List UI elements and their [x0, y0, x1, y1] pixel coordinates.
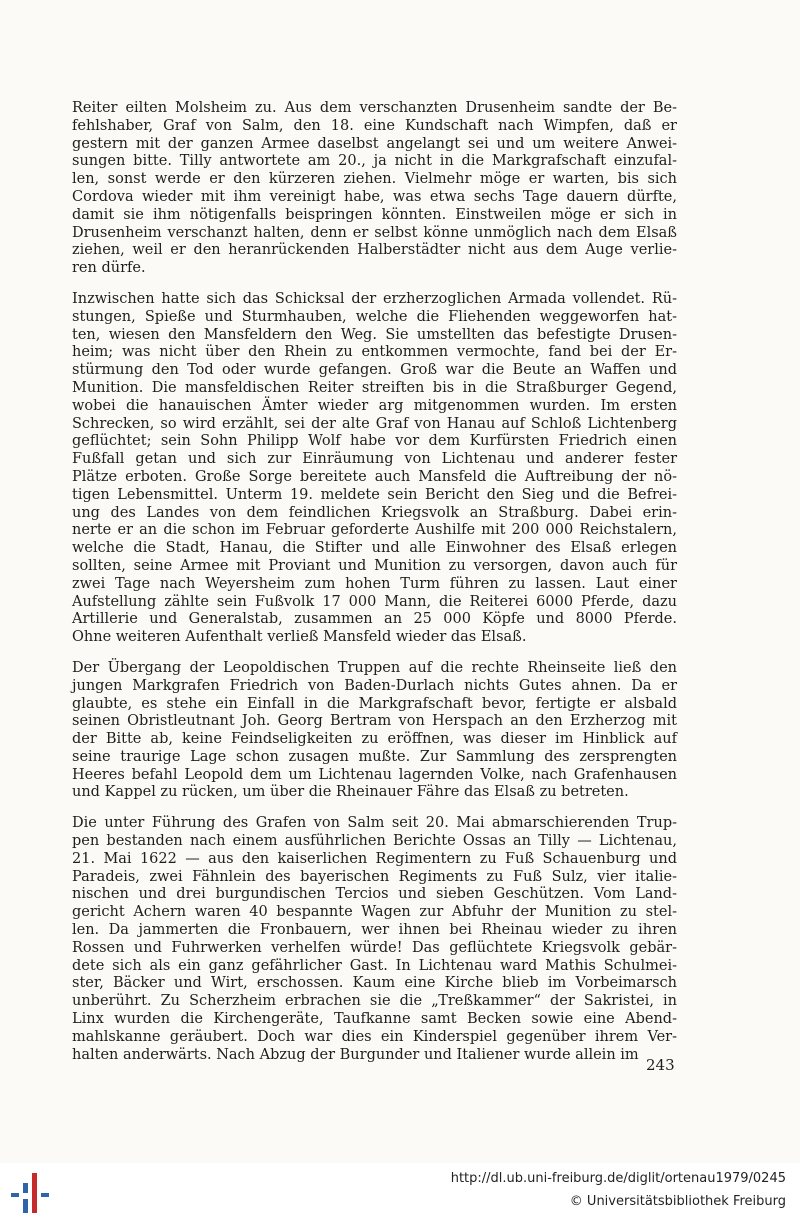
text-line: halten anderwärts. Nach Abzug der Burgunder und Italiener wurde allein im [72, 1046, 639, 1063]
body-text [72, 100, 677, 1077]
text-line: Die unter Führung des Grafen von Salm seit 20. Mai abmarschierenden Trup- [72, 815, 677, 832]
text-line: sungen bitte. Tilly antwortete am 20., ja nicht in die Markgrafschaft einzufal- [72, 153, 677, 170]
text-line: Linx wurden die Kirchengeräte, Taufkanne samt Becken sowie eine Abend- [72, 1011, 677, 1028]
text-line: ziehen, weil er den heranrückenden Halberstädter nicht aus dem Auge verlie- [72, 242, 677, 259]
text-line: gestern mit der ganzen Armee daselbst angelangt sei und um weitere Anwei- [72, 135, 677, 152]
text-line: Schrecken, so wird erzählt, sei der alte Graf von Hanau auf Schloß Lichtenberg [72, 415, 677, 432]
text-line: seine traurige Lage schon zusagen mußte. Zur Sammlung des zersprengten [72, 748, 677, 765]
viewer-footer [0, 1163, 800, 1220]
text-line: unberührt. Zu Scherzheim erbrachen sie die „Treßkammer“ der Sakristei, in [72, 993, 677, 1010]
text-line: seinen Obristleutnant Joh. Georg Bertram von Herspach an den Erzherzog mit [72, 713, 677, 730]
text-line: Inzwischen hatte sich das Schicksal der erzherzoglichen Armada vollendet. Rü- [72, 290, 677, 307]
text-line: Paradeis, zwei Fähnlein des bayerischen Regiments zu Fuß Sulz, vier italie- [72, 868, 677, 885]
text-line: glaubte, es stehe ein Einfall in die Markgrafschaft bevor, fertigte er alsbald [72, 695, 677, 712]
copyright-notice: © Universitätsbibliothek Freiburg [569, 1194, 786, 1209]
text-line: mahlskanne geräubert. Doch war dies ein Kinderspiel gegenüber ihrem Ver- [72, 1028, 677, 1045]
text-line: stungen, Spieße und Sturmhauben, welche die Fliehenden weggeworfen hat- [72, 308, 677, 325]
text-line: stürmung den Tod oder wurde gefangen. Groß war die Beute an Waffen und [72, 362, 677, 379]
text-line: Artillerie und Generalstab, zusammen an 25 000 Köpfe und 8000 Pferde. [72, 611, 677, 628]
text-line: ster, Bäcker und Wirt, erschossen. Kaum eine Kirche blieb im Vorbeimarsch [72, 975, 677, 992]
text-line: ung des Landes von dem feindlichen Kriegsvolk an Straßburg. Dabei erin- [72, 504, 677, 521]
text-line: gericht Achern waren 40 bespannte Wagen zur Abfuhr der Munition zu stel- [72, 904, 677, 921]
text-line: nerte er an die schon im Februar geforderte Aushilfe mit 200 000 Reichstalern, [72, 522, 677, 539]
paragraph [72, 815, 677, 1064]
page-number: 243 [646, 1056, 675, 1074]
text-line: sollten, seine Armee mit Proviant und Munition zu versorgen, davon auch für [72, 557, 677, 574]
text-line: Aufstellung zählte sein Fußvolk 17 000 Mann, die Reiterei 6000 Pferde, dazu [72, 593, 677, 610]
text-line: geflüchtet; sein Sohn Philipp Wolf habe vor dem Kurfürsten Friedrich einen [72, 433, 677, 450]
text-line: nischen und drei burgundischen Tercios und sieben Geschützen. Vom Land- [72, 886, 677, 903]
text-line: Ohne weiteren Aufenthalt verließ Mansfeld wieder das Elsaß. [72, 629, 527, 646]
text-line: Reiter eilten Molsheim zu. Aus dem verschanzten Drusenheim sandte der Be- [72, 100, 677, 116]
text-line: dete sich als ein ganz gefährlicher Gast. In Lichtenau ward Mathis Schulmei- [72, 957, 677, 974]
text-line: und Kappel zu rücken, um über die Rheinauer Fähre das Elsaß zu betreten. [72, 784, 629, 801]
text-line: ren dürfe. [72, 260, 146, 277]
library-logo-icon [8, 1169, 52, 1215]
text-line: Heeres befahl Leopold dem um Lichtenau lagernden Volke, nach Grafenhausen [72, 766, 677, 783]
text-line: Der Übergang der Leopoldischen Truppen auf die rechte Rheinseite ließ den [72, 659, 677, 676]
text-line: 21. Mai 1622 — aus den kaiserlichen Regimentern zu Fuß Schauenburg und [72, 850, 677, 867]
text-line: damit sie ihm nötigenfalls beispringen könnten. Einstweilen möge er sich in [72, 206, 677, 223]
text-line: Plätze erboten. Große Sorge bereitete auch Mansfeld die Auftreibung der nö- [72, 468, 677, 485]
text-line: Rossen und Fuhrwerken verhelfen würde! Das geflüchtete Kriegsvolk gebär- [72, 939, 677, 956]
text-line: Munition. Die mansfeldischen Reiter streiften bis in die Straßburger Gegend, [72, 379, 677, 396]
text-line: len, sonst werde er den kürzeren ziehen. Vielmehr möge er warten, bis sich [72, 171, 677, 188]
text-line: jungen Markgrafen Friedrich von Baden-Durlach nichts Gutes ahnen. Da er [72, 677, 677, 694]
text-line: tigen Lebensmittel. Unterm 19. meldete sein Bericht den Sieg und die Befrei- [72, 486, 677, 503]
text-line: len. Da jammerten die Fronbauern, wer ihnen bei Rheinau wieder zu ihren [72, 922, 677, 939]
text-line: der Bitte ab, keine Feindseligkeiten zu eröffnen, was dieser im Hinblick auf [72, 731, 677, 748]
text-line: pen bestanden nach einem ausführlichen Berichte Ossas an Tilly — Lichtenau, [72, 833, 677, 850]
page-url[interactable]: http://dl.ub.uni-freiburg.de/diglit/ortenau1979/0245 [450, 1171, 786, 1186]
paragraph [72, 100, 677, 278]
text-line: welche die Stadt, Hanau, die Stifter und alle Einwohner des Elsaß erlegen [72, 540, 677, 557]
paragraph [72, 291, 677, 647]
text-line: Drusenheim verschanzt halten, denn er selbst könne unmöglich nach dem Elsaß [72, 224, 677, 241]
paragraph [72, 660, 677, 802]
text-line: ten, wiesen den Mansfeldern den Weg. Sie umstellten das befestigte Drusen- [72, 326, 677, 343]
text-line: heim; was nicht über den Rhein zu entkommen vermochte, fand bei der Er- [72, 344, 677, 361]
text-line: Cordova wieder mit ihm vereinigt habe, was etwa sechs Tage dauern dürfte, [72, 188, 677, 205]
text-line: zwei Tage nach Weyersheim zum hohen Turm führen zu lassen. Laut einer [72, 575, 677, 592]
text-line: fehlshaber, Graf von Salm, den 18. eine Kundschaft nach Wimpfen, daß er [72, 117, 677, 134]
text-line: wobei die hanauischen Ämter wieder arg mitgenommen wurden. Im ersten [72, 397, 677, 414]
text-line: Fußfall getan und sich zur Einräumung von Lichtenau und anderer fester [72, 451, 677, 468]
